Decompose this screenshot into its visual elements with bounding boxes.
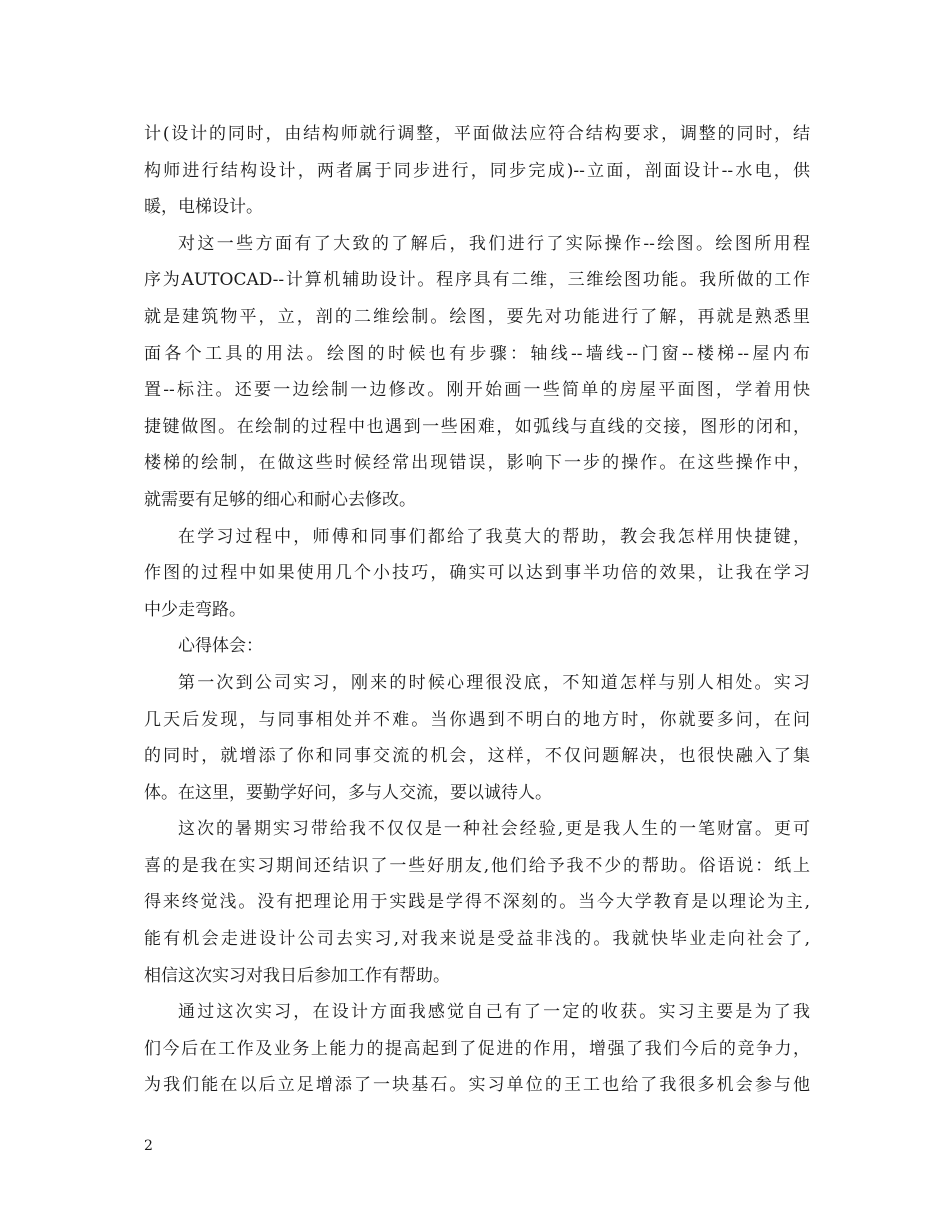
text-line: 序为AUTOCAD--计算机辅助设计。程序具有二维，三维绘图功能。我所做的工作 [144, 270, 810, 291]
text-line: 作图的过程中如果使用几个小技巧，确实可以达到事半功倍的效果，让我在学习 [144, 563, 810, 584]
text-line: 体。在这里，要勤学好问，多与人交流，要以诚待人。 [144, 782, 552, 803]
text-line: 喜的是我在实习期间还结识了一些好朋友,他们给予我不少的帮助。俗语说：纸上 [144, 855, 810, 876]
text-line: 计(设计的同时，由结构师就行调整，平面做法应符合结构要求，调整的同时，结 [144, 124, 810, 144]
text-line: 构师进行结构设计，两者属于同步进行，同步完成)--立面，剖面设计--水电，供 [144, 160, 810, 181]
text-line: 就是建筑物平，立，剖的二维绘制。绘图，要先对功能进行了解，再就是熟悉里 [144, 306, 810, 327]
text-line: 心得体会： [178, 636, 263, 657]
text-line: 几天后发现，与同事相处并不难。当你遇到不明白的地方时，你就要多问，在问 [144, 709, 810, 730]
text-line: 面各个工具的用法。绘图的时候也有步骤：轴线--墙线--门窗--楼梯--屋内布 [144, 343, 810, 364]
text-line: 捷键做图。在绘制的过程中也遇到一些困难，如弧线与直线的交接，图形的闭和， [144, 416, 810, 437]
text-line: 就需要有足够的细心和耐心去修改。 [144, 489, 416, 510]
text-line: 相信这次实习对我日后参加工作有帮助。 [144, 965, 450, 986]
page-number: 2 [144, 1138, 153, 1154]
text-line: 对这一些方面有了大致的了解后，我们进行了实际操作--绘图。绘图所用程 [178, 233, 810, 254]
text-line: 中少走弯路。 [144, 599, 246, 620]
text-line: 楼梯的绘制，在做这些时候经常出现错误，影响下一步的操作。在这些操作中， [144, 453, 810, 474]
text-line: 通过这次实习，在设计方面我感觉自己有了一定的收获。实习主要是为了我 [178, 1002, 810, 1023]
text-line: 在学习过程中，师傅和同事们都给了我莫大的帮助，教会我怎样用快捷键， [178, 526, 810, 547]
text-line: 这次的暑期实习带给我不仅仅是一种社会经验,更是我人生的一笔财富。更可 [178, 819, 810, 840]
text-line: 的同时，就增添了你和同事交流的机会，这样，不仅问题解决，也很快融入了集 [144, 746, 810, 767]
body-text [144, 116, 810, 1104]
text-line: 为我们能在以后立足增添了一块基石。实习单位的王工也给了我很多机会参与他 [144, 1075, 810, 1096]
text-line: 们今后在工作及业务上能力的提高起到了促进的作用，增强了我们今后的竞争力， [144, 1038, 810, 1059]
text-line: 置--标注。还要一边绘制一边修改。刚开始画一些简单的房屋平面图，学着用快 [144, 380, 810, 401]
text-line: 能有机会走进设计公司去实习,对我来说是受益非浅的。我就快毕业走向社会了, [144, 929, 810, 950]
text-line: 第一次到公司实习，刚来的时候心理很没底，不知道怎样与别人相处。实习 [178, 672, 810, 693]
text-line: 暖，电梯设计。 [144, 197, 263, 218]
text-line: 得来终觉浅。没有把理论用于实践是学得不深刻的。当今大学教育是以理论为主, [144, 892, 810, 913]
